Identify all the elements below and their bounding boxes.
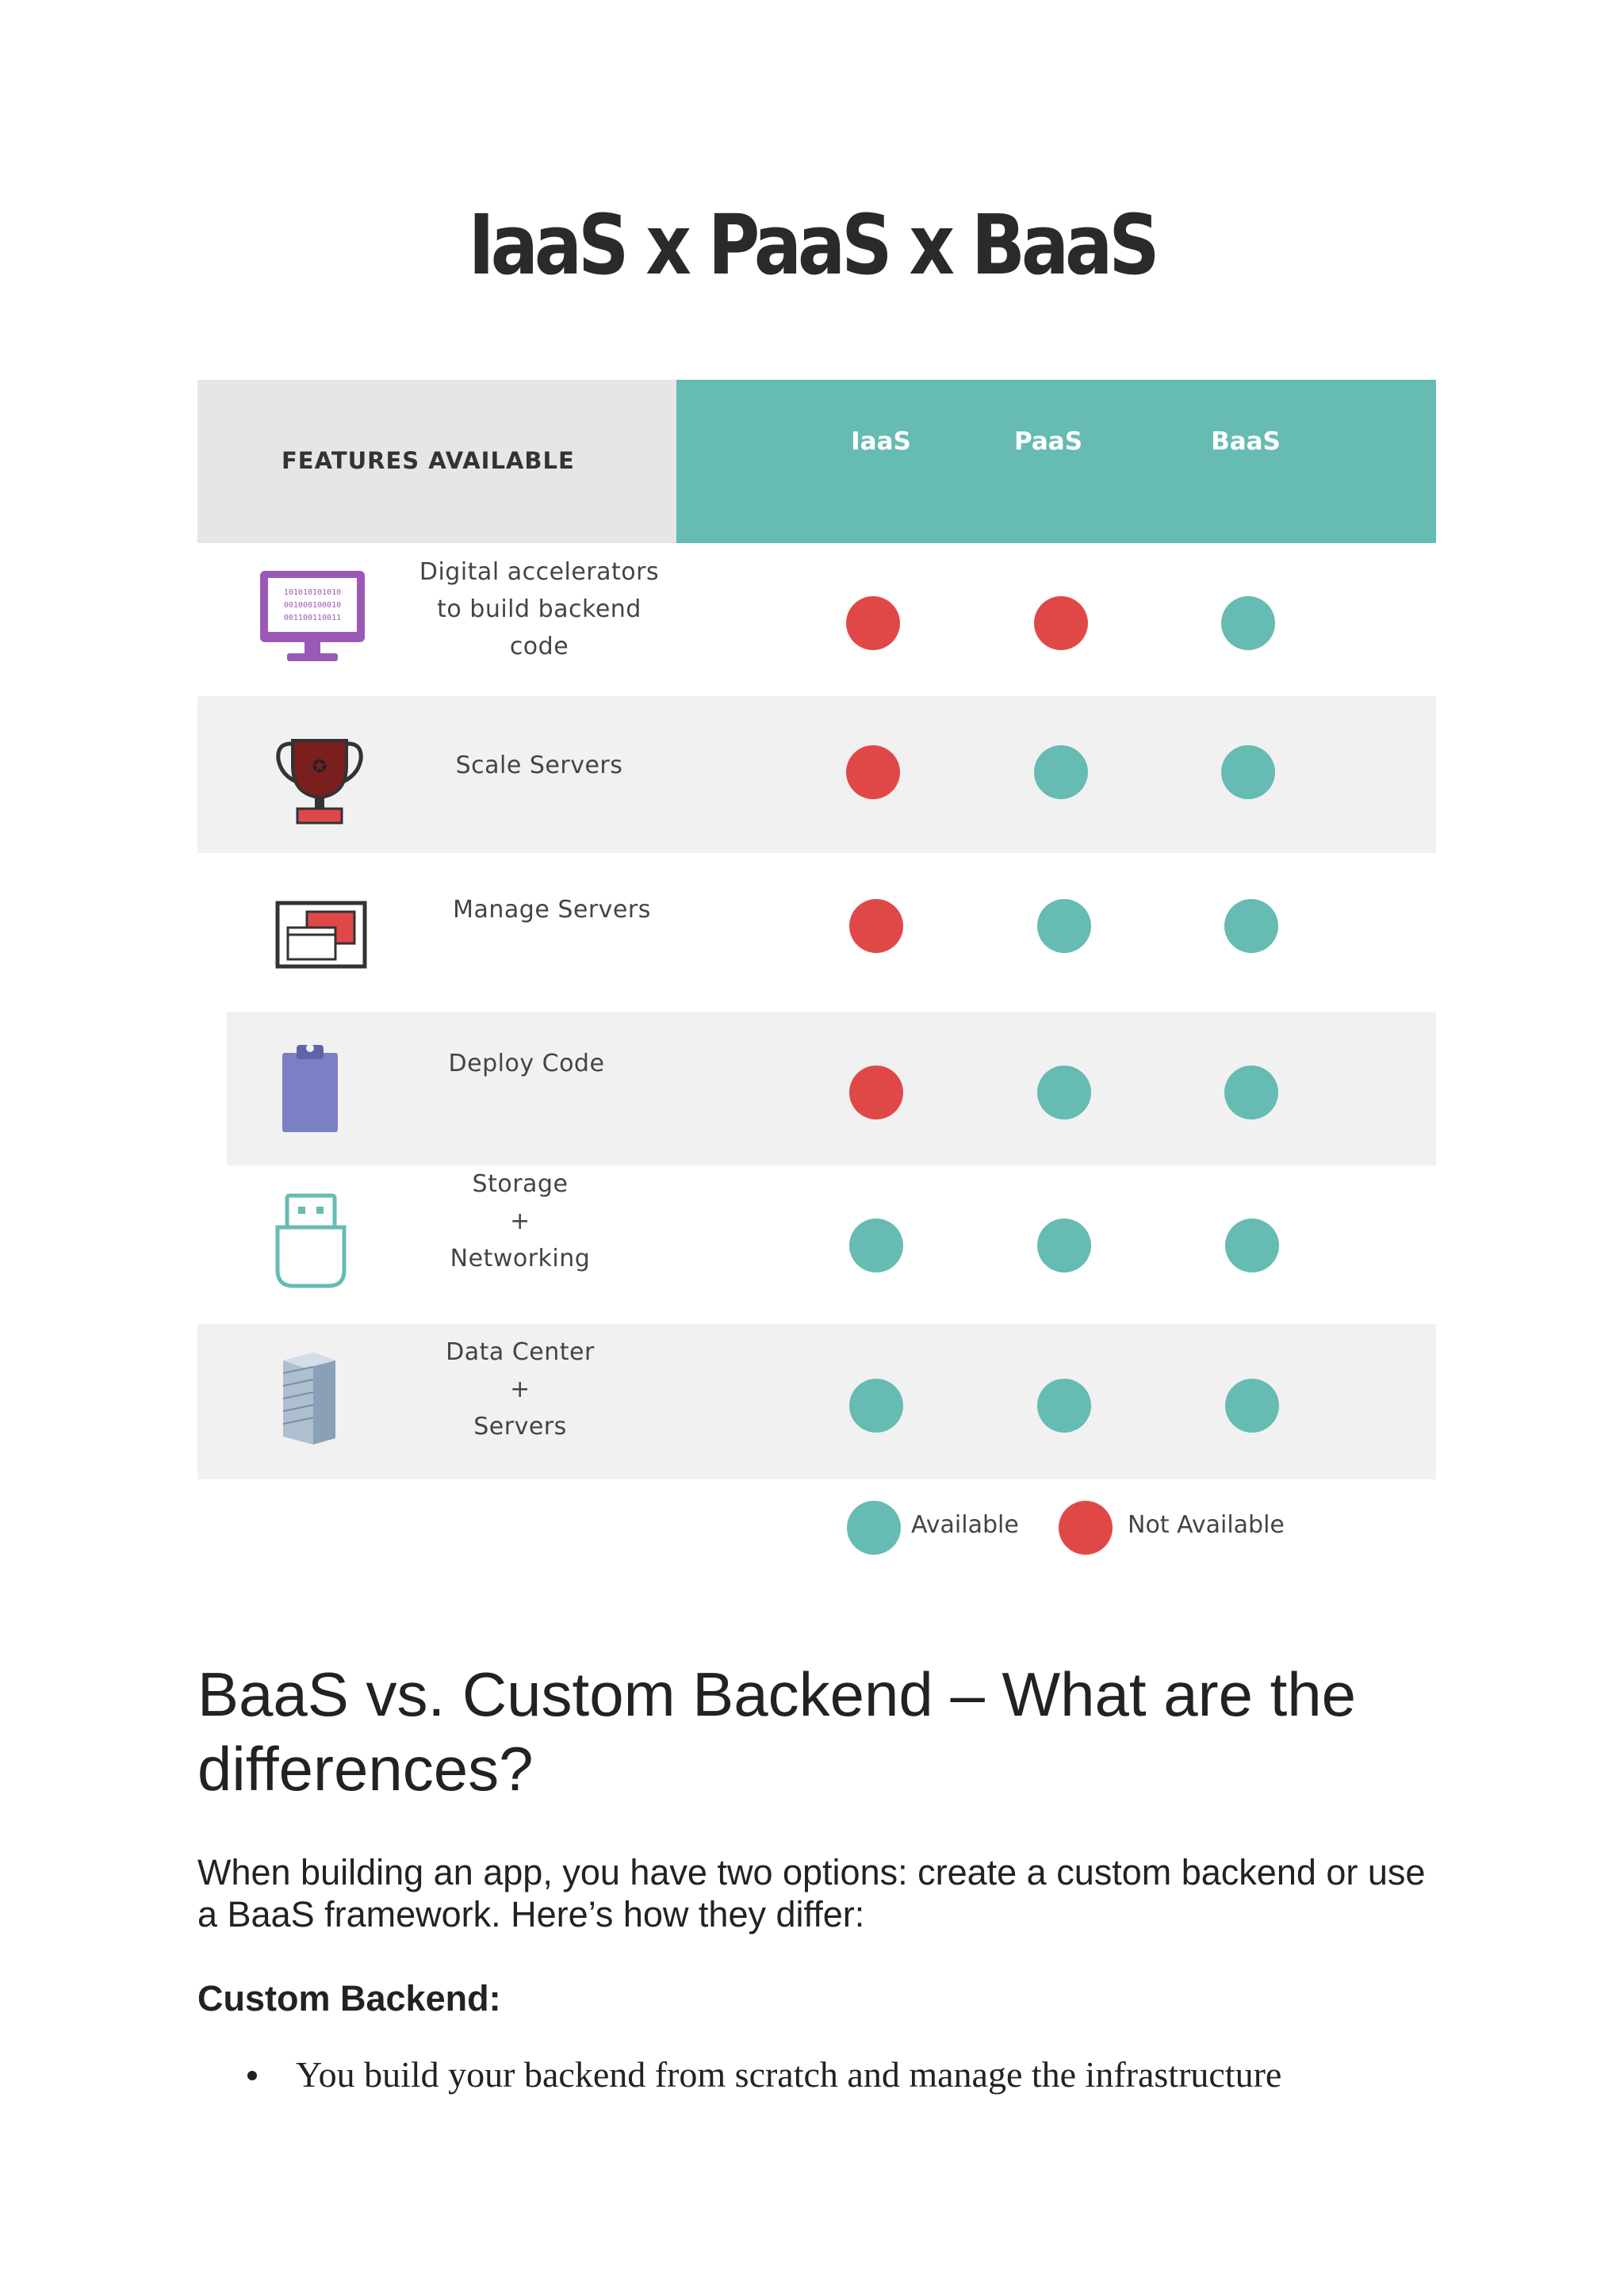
legend-available-label: Available [911,1511,1019,1539]
feature-label-line: to build backend [437,595,642,623]
feature-label [373,1165,667,1277]
feature-label-line: code [509,633,569,660]
available-dot [1037,1066,1091,1119]
not-available-dot [846,745,900,799]
column-header-paas: PaaS [1013,427,1083,456]
feature-label-line: Data Center [446,1338,595,1366]
features-header-cell [197,380,676,543]
available-dot [849,1219,903,1272]
legend-not-available-dot [1059,1501,1113,1555]
server-tower-icon [275,1349,342,1446]
feature-row [197,696,1436,853]
svg-text:101010101010: 101010101010 [283,588,342,597]
legend-not-available-label: Not Available [1128,1511,1285,1539]
svg-text:001000100010: 001000100010 [283,601,342,610]
feature-label [373,1334,667,1445]
available-dot [1037,1379,1091,1433]
feature-label-line: Deploy Code [448,1050,605,1077]
feature-row [197,544,1436,696]
feature-label-line: + [510,1376,530,1403]
available-dot [1221,745,1275,799]
section-heading: BaaS vs. Custom Backend – What are the differences? [197,1659,1357,1804]
bullet-marker [247,2071,257,2080]
feature-label-line: Digital accelerators [419,558,660,586]
feature-label [393,747,686,784]
usb-drive-icon [274,1192,347,1289]
feature-label-line: Manage Servers [453,896,651,924]
feature-label-line: Scale Servers [455,752,623,779]
not-available-dot [849,1066,903,1119]
browser-windows-icon [275,901,367,969]
feature-label-line: Servers [473,1413,567,1441]
feature-row [227,1012,1436,1165]
feature-row [197,1324,1436,1479]
column-header-iaas: IaaS [851,427,911,456]
feature-label-line: + [510,1207,530,1235]
trophy-icon [274,739,366,828]
feature-row [197,853,1436,1012]
available-dot [1225,1219,1279,1272]
not-available-dot [849,899,903,953]
features-header-label: FEATURES AVAILABLE [282,447,575,474]
legend-available-dot [847,1501,901,1555]
intro-paragraph: When building an app, you have two options: create a custom backend or use a BaaS framework. Here’s how they differ: [197,1852,1426,1934]
available-dot [1224,899,1278,953]
available-dot [1221,596,1275,650]
monitor-binary-icon [259,569,366,666]
svg-text:✪: ✪ [312,756,327,776]
not-available-dot [1034,596,1088,650]
clipboard-icon [279,1040,341,1134]
infographic-title: IaaS x PaaS x BaaS [468,197,1156,293]
column-header-baas: BaaS [1211,427,1281,456]
svg-text:001100110011: 001100110011 [283,614,342,622]
available-dot [1037,899,1091,953]
feature-label [405,891,699,928]
available-dot [1037,1219,1091,1272]
feature-label-line: Networking [450,1245,591,1272]
feature-row [197,1165,1436,1324]
available-dot [1034,745,1088,799]
available-dot [1225,1379,1279,1433]
columns-header [676,380,1436,543]
available-dot [849,1379,903,1433]
not-available-dot [846,596,900,650]
feature-label [380,1045,673,1082]
feature-label-line: Storage [472,1170,569,1198]
subheading: Custom Backend: [197,1978,501,2019]
bullet-item: You build your backend from scratch and manage the infrastructure [296,2054,1282,2095]
available-dot [1224,1066,1278,1119]
feature-label [393,553,686,665]
